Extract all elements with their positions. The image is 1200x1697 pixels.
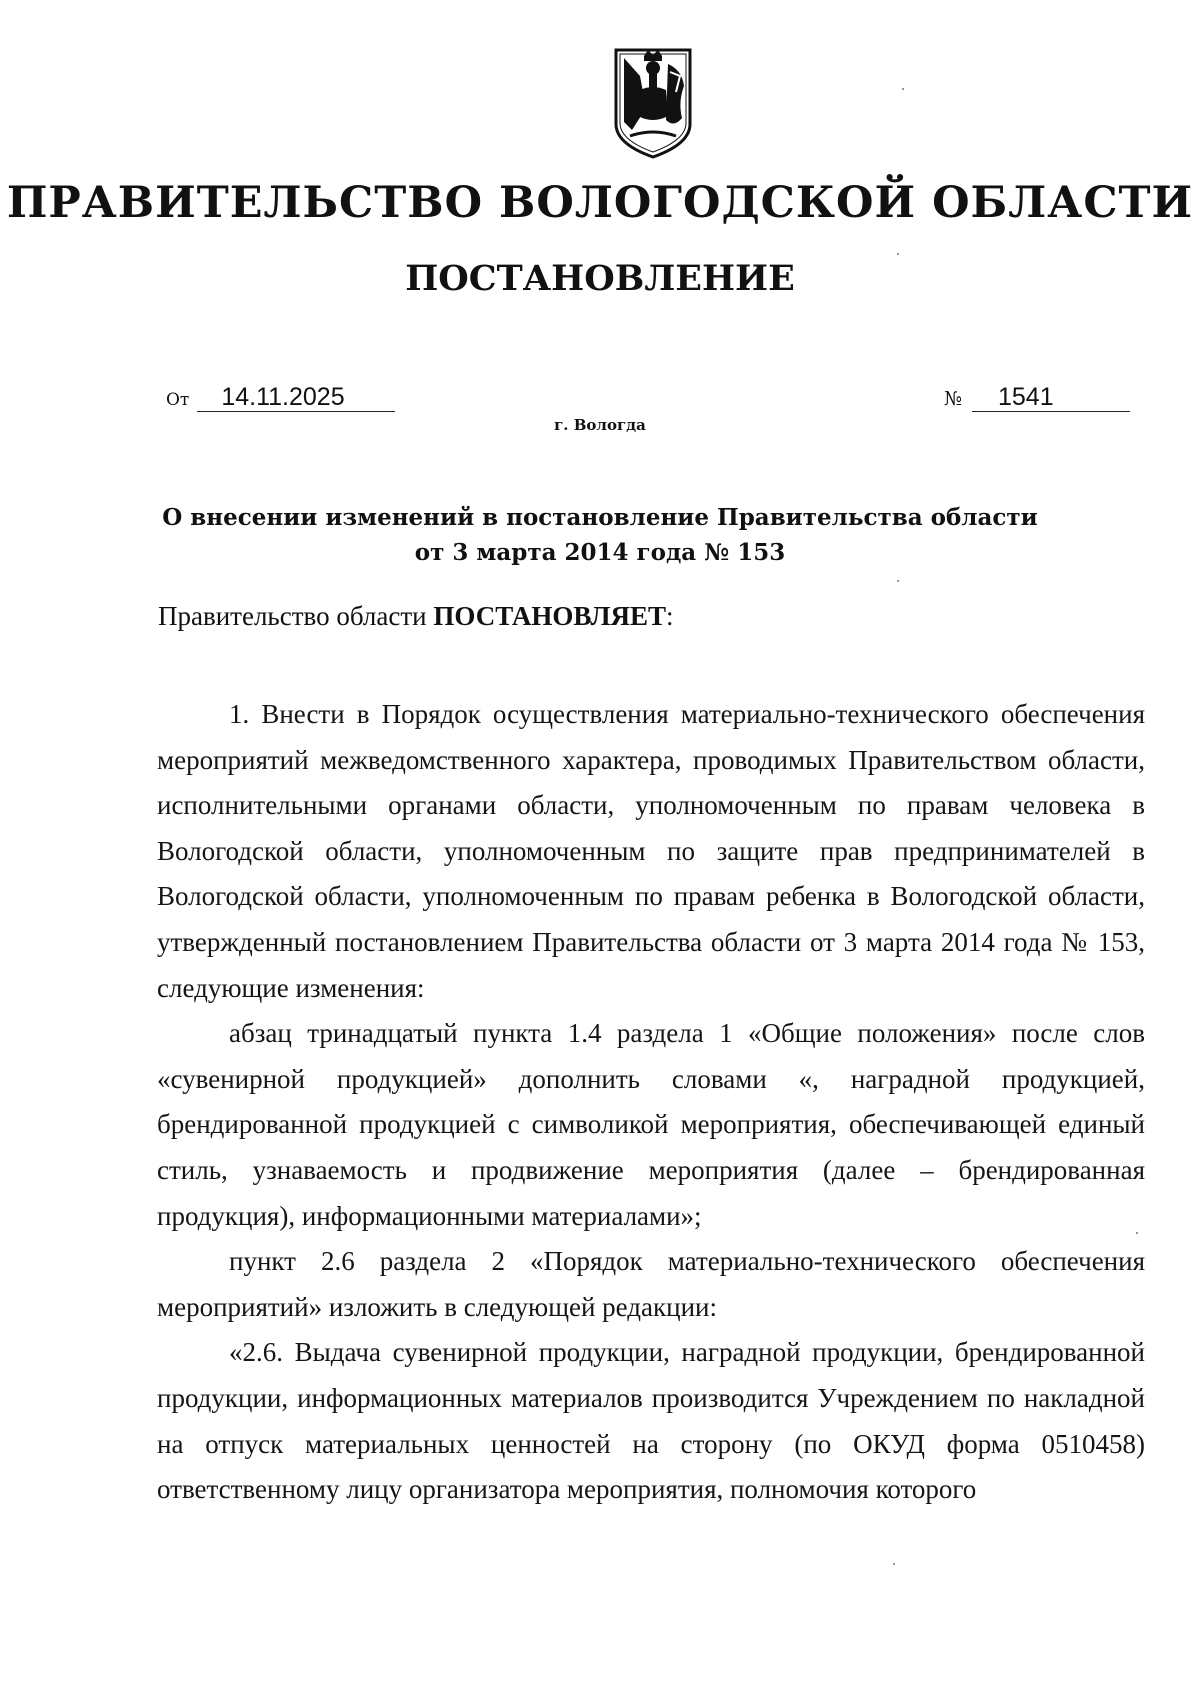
number-prefix: № — [944, 388, 962, 410]
coat-of-arms-icon — [610, 46, 696, 161]
date-value: 14.11.2025 — [197, 383, 395, 412]
document-type: ПОСТАНОВЛЕНИЕ — [405, 258, 795, 299]
preamble-resolve: ПОСТАНОВЛЯЕТ — [433, 601, 666, 631]
preamble-suffix: : — [665, 601, 674, 631]
scan-speck — [1136, 1232, 1138, 1234]
preamble-text: Правительство области — [158, 601, 434, 631]
number-field — [944, 383, 1130, 412]
preamble — [158, 601, 674, 632]
paragraph: «2.6. Выдача сувенирной продукции, наградной продукции, брендированной продукции, информационных материалов производится Учреждением по накладной на отпуск материальных ценностей на сторону (по ОКУД форма 0510458) ответственному лицу организатора мероприятия, полномочия которого — [157, 1337, 1145, 1505]
paragraph: 1. Внести в Порядок осуществления материально-технического обеспечения мероприятий межведомственного характера, проводимых Правительством области, исполнительными органами области, уполномоченным по правам человека в Вологодской области, уполномоченным по защите прав предпринимателей в Вологодской области, уполномоченным по правам ребенка в Вологодской области, утвержденный постановлением Правительства области от 3 марта 2014 года № 153, следующие изменения: — [157, 699, 1145, 1003]
scan-speck — [902, 88, 904, 90]
document-heading — [150, 500, 1050, 570]
scan-speck — [897, 253, 899, 255]
paragraph: абзац тринадцатый пункта 1.4 раздела 1 «Общие положения» после слов «сувенирной продукцией» дополнить словами «, наградной продукцией, брендированной продукцией с символикой мероприятия, обеспечивающей единый стиль, узнаваемость и продвижение мероприятия (далее – брендированная продукция), информационными материалами»; — [157, 1018, 1145, 1231]
document-heading-line-2: от 3 марта 2014 года № 153 — [414, 539, 786, 566]
scan-speck — [893, 1563, 895, 1565]
government-name: ПРАВИТЕЛЬСТВО ВОЛОГОДСКОЙ ОБЛАСТИ — [6, 178, 1194, 228]
document-body — [157, 692, 1145, 1513]
city: г. Вологда — [554, 416, 646, 434]
scan-speck — [897, 580, 899, 582]
date-field — [166, 383, 395, 412]
number-value: 1541 — [972, 383, 1130, 412]
document-heading-line-1: О внесении изменений в постановление Правительства области — [162, 504, 1038, 531]
paragraph: пункт 2.6 раздела 2 «Порядок материально-технического обеспечения мероприятий» изложить в следующей редакции: — [157, 1246, 1145, 1322]
date-prefix: От — [166, 390, 190, 410]
